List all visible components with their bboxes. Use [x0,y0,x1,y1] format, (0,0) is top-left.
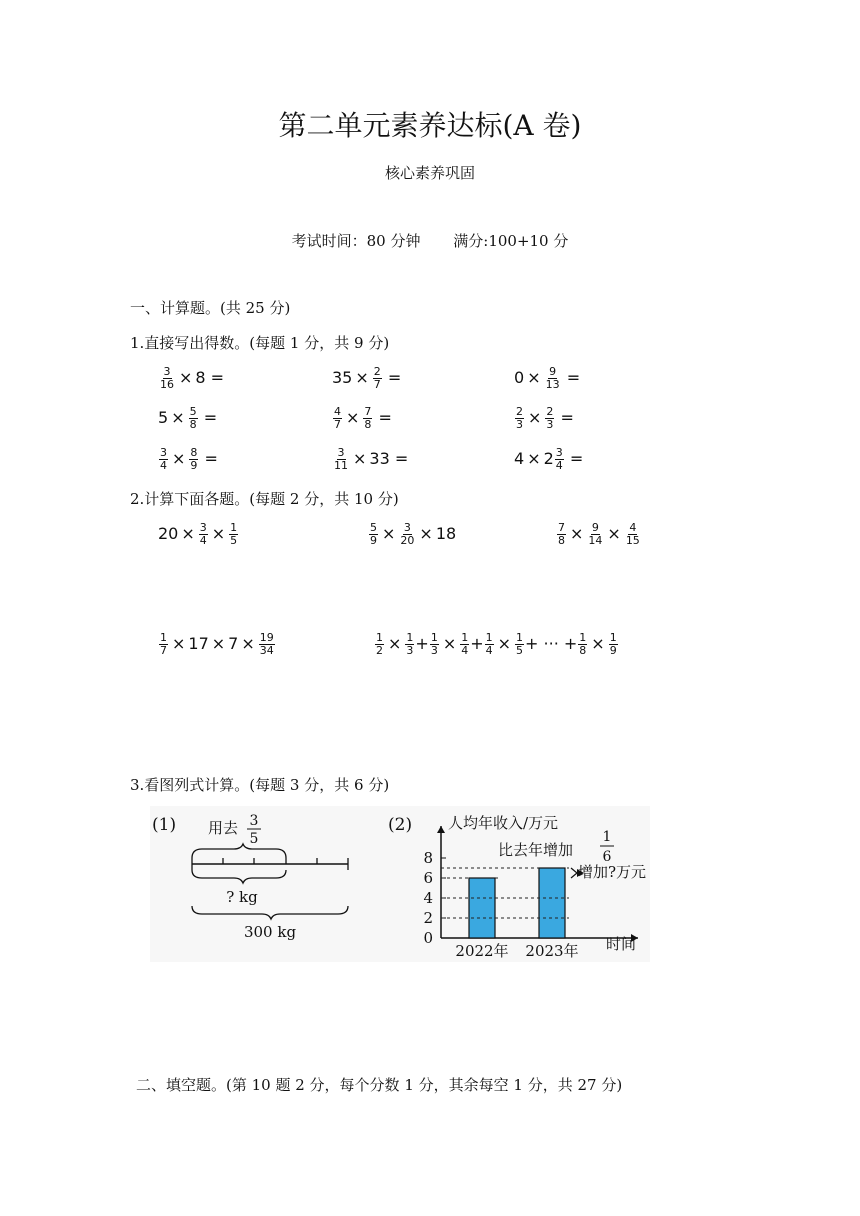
y-tick-label: 8 [423,849,433,867]
fraction: $\frac{9}{13}$ [545,365,560,391]
fraction: $\frac{3}{4}$ [160,446,167,472]
y-tick-label: 0 [423,929,433,947]
svg-text:3: 3 [249,813,259,829]
fraction: $\frac{3}{11}$ [334,446,348,472]
y-tick-label: 4 [423,889,433,907]
q2-item-2: $\frac{5}{9}$ × $\frac{3}{20}$ × 18 [370,521,457,547]
bar [539,868,565,938]
exam-score: 满分:100+10 分 [453,232,569,250]
q1-heading: 1.直接写出得数。(每题 1 分，共 9 分) [130,334,390,352]
fraction: $\frac{2}{7}$ [373,365,381,391]
q1-item-7: $\frac{3}{4}$ × $\frac{8}{9}$ = [160,446,218,472]
q1-item-2: 35 × $\frac{2}{7}$ = [332,365,402,391]
y-axis-arrow [437,826,445,833]
q2-item-5: $\frac{1}{2}$ × $\frac{1}{3}$ + $\frac{1}{3}$ × $\frac{1}{4}$ + $\frac{1}{4}$ × $\frac{1}{5}$ + ··· + $\frac{1}{8}$ × $\frac{1}{9}$ [376,631,617,657]
bar [469,878,495,938]
fraction: $\frac{7}{8}$ [364,405,372,431]
page-subtitle: 核心素养巩固 [384,164,475,182]
fig2-label: (2) [388,815,413,835]
fig1-unknown: ? kg [226,888,258,906]
section1-heading: 一、计算题。(共 25 分) [130,299,291,317]
fraction: $\frac{2}{3}$ [546,405,554,431]
fraction: $\frac{5}{8}$ [189,405,197,431]
fig1-top-brace [192,844,286,858]
figure-svg [150,806,650,962]
fig1-fraction [247,813,261,847]
fig1-used-label: 用去 [208,819,239,837]
fraction: $\frac{3}{16}$ [160,365,174,391]
q2-heading: 2.计算下面各题。(每题 2 分，共 10 分) [130,490,399,508]
fraction: $\frac{2}{3}$ [516,405,523,431]
fig1-total: 300 kg [243,923,297,941]
q1-item-4: 5 × $\frac{5}{8}$ = [158,405,218,431]
fraction: $\frac{3}{4}$ [555,446,563,472]
q3-heading: 3.看图列式计算。(每题 3 分，共 6 分) [130,776,390,794]
fig1-total-brace [192,906,348,919]
increase-bracket [571,868,577,878]
fraction: $\frac{4}{7}$ [334,405,341,431]
fig2-note: 比去年增加 [498,841,574,859]
q1-item-3: 0 × $\frac{9}{13}$ = [514,365,581,391]
exam-time: 考试时间：80 分钟 [291,232,421,250]
fraction: $\frac{8}{9}$ [190,446,198,472]
q3-figure [150,806,650,962]
y-tick-label: 2 [423,909,433,927]
svg-text:6: 6 [602,849,612,865]
fig2-yaxis-title: 人均年收入/万元 [448,814,559,832]
page-title: 第二单元素养达标(A 卷) [278,109,582,142]
fig1-label: (1) [152,815,177,835]
q2-item-4: $\frac{1}{7}$ × 17 × 7 × $\frac{19}{34}$ [160,631,274,657]
svg-text:1: 1 [602,829,612,845]
x-tick-label: 2023年 [525,942,579,960]
fig2-increase-label: 增加?万元 [578,863,647,881]
fig1-lower-brace [192,870,286,883]
q2-item-1: 20 × $\frac{3}{4}$ × $\frac{1}{5}$ [158,521,238,547]
q1-item-9: 4 × 2 $\frac{3}{4}$ = [514,446,584,472]
q1-item-5: $\frac{4}{7}$ × $\frac{7}{8}$ = [334,405,392,431]
section2-heading: 二、填空题。(第 10 题 2 分，每个分数 1 分，其余每空 1 分，共 27 分) [136,1076,623,1094]
fig2-xaxis-title: 时间 [606,935,637,953]
y-tick-label: 6 [423,869,433,887]
q1-item-6: $\frac{2}{3}$ × $\frac{2}{3}$ = [516,405,574,431]
q2-item-3: $\frac{7}{8}$ × $\frac{9}{14}$ × $\frac{4}{15}$ [558,521,640,547]
q1-item-8: $\frac{3}{11}$ × 33 = [334,446,409,472]
q1-item-1: $\frac{3}{16}$ × 8 = [160,365,225,391]
x-tick-label: 2022年 [455,942,509,960]
exam-info [0,230,860,251]
svg-text:5: 5 [249,831,259,847]
fig2-note-fraction [600,829,614,865]
